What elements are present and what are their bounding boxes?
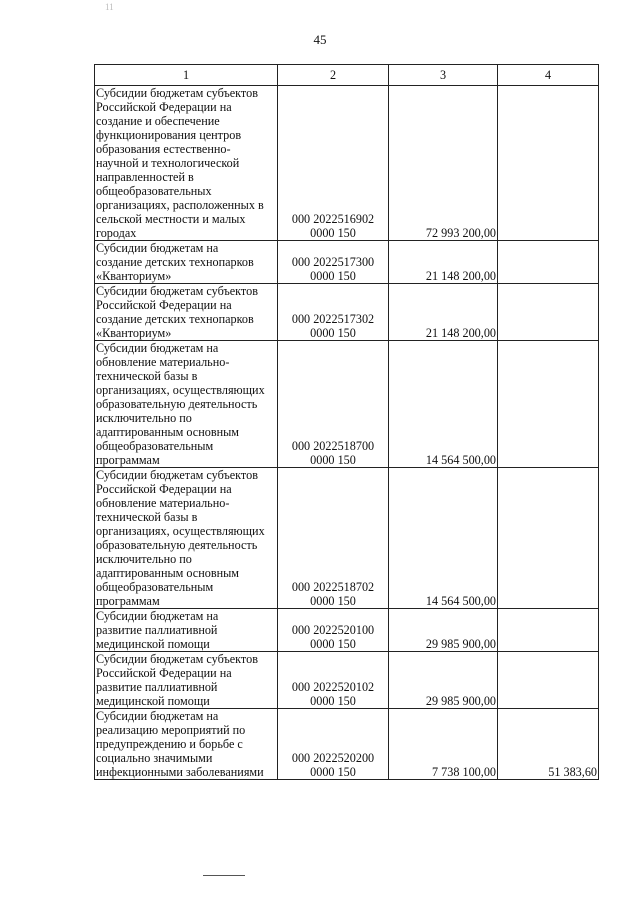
row-code: 000 2022520100 0000 150 bbox=[278, 609, 389, 652]
row-extra bbox=[498, 468, 599, 609]
row-extra bbox=[498, 86, 599, 241]
row-amount: 14 564 500,00 bbox=[389, 341, 498, 468]
row-name: Субсидии бюджетам субъектов Российской Федерации на создание детских технопарков «Кванториум» bbox=[95, 284, 278, 341]
table-row bbox=[95, 284, 599, 341]
row-amount: 29 985 900,00 bbox=[389, 652, 498, 709]
table-row bbox=[95, 709, 599, 780]
row-name: Субсидии бюджетам на реализацию мероприятий по предупреждению и борьбе с социально значимыми инфекционными заболеваниями bbox=[95, 709, 278, 780]
row-name: Субсидии бюджетам субъектов Российской Федерации на создание и обеспечение функционирования центров образования естественно- научной и технологической направленностей в общеобразовательных организациях, расположенных в сельской местности и малых городах bbox=[95, 86, 278, 241]
row-amount: 14 564 500,00 bbox=[389, 468, 498, 609]
table-row bbox=[95, 609, 599, 652]
header-row bbox=[95, 65, 599, 86]
table-row bbox=[95, 468, 599, 609]
row-code: 000 2022517302 0000 150 bbox=[278, 284, 389, 341]
row-amount: 7 738 100,00 bbox=[389, 709, 498, 780]
row-name: Субсидии бюджетам субъектов Российской Федерации на обновление материально- технической базы в организациях, осуществляющих образовательную деятельность исключительно по адаптированным основным общеобразовательным программам bbox=[95, 468, 278, 609]
table-row bbox=[95, 652, 599, 709]
row-code: 000 2022520102 0000 150 bbox=[278, 652, 389, 709]
header-col-3: 3 bbox=[389, 65, 498, 86]
row-extra: 51 383,60 bbox=[498, 709, 599, 780]
table-row bbox=[95, 241, 599, 284]
row-code: 000 2022518700 0000 150 bbox=[278, 341, 389, 468]
row-name: Субсидии бюджетам на создание детских технопарков «Кванториум» bbox=[95, 241, 278, 284]
row-extra bbox=[498, 241, 599, 284]
row-name: Субсидии бюджетам на обновление материально- технической базы в организациях, осуществляющих образовательную деятельность исключительно по адаптированным основным общеобразовательным программам bbox=[95, 341, 278, 468]
row-code: 000 2022516902 0000 150 bbox=[278, 86, 389, 241]
header-col-4: 4 bbox=[498, 65, 599, 86]
budget-table bbox=[94, 64, 599, 780]
row-name: Субсидии бюджетам на развитие паллиативной медицинской помощи bbox=[95, 609, 278, 652]
header-col-1: 1 bbox=[95, 65, 278, 86]
row-extra bbox=[498, 652, 599, 709]
row-amount: 21 148 200,00 bbox=[389, 284, 498, 341]
corner-mark: 11 bbox=[105, 2, 114, 12]
row-amount: 72 993 200,00 bbox=[389, 86, 498, 241]
page-number: 45 bbox=[313, 32, 327, 47]
footer-divider bbox=[203, 875, 245, 876]
row-amount: 29 985 900,00 bbox=[389, 609, 498, 652]
row-code: 000 2022517300 0000 150 bbox=[278, 241, 389, 284]
row-extra bbox=[498, 284, 599, 341]
row-code: 000 2022520200 0000 150 bbox=[278, 709, 389, 780]
row-extra bbox=[498, 341, 599, 468]
header-col-2: 2 bbox=[278, 65, 389, 86]
row-extra bbox=[498, 609, 599, 652]
row-amount: 21 148 200,00 bbox=[389, 241, 498, 284]
table-row bbox=[95, 341, 599, 468]
row-code: 000 2022518702 0000 150 bbox=[278, 468, 389, 609]
row-name: Субсидии бюджетам субъектов Российской Федерации на развитие паллиативной медицинской помощи bbox=[95, 652, 278, 709]
table-row bbox=[95, 86, 599, 241]
